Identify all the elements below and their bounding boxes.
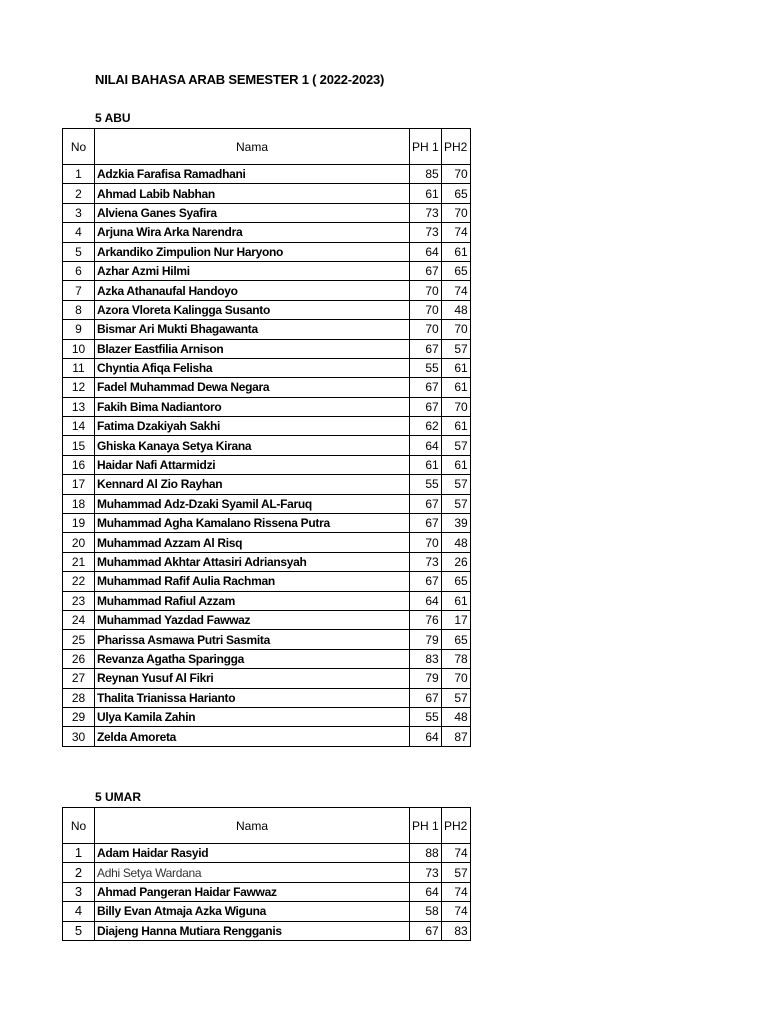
table-row [63,358,471,377]
table-row [63,610,471,629]
ph1-score: 79 [410,669,442,688]
ph1-score: 73 [410,223,442,242]
row-number: 21 [63,552,95,571]
ph1-score: 85 [410,165,442,184]
header-ph2: PH2 [441,129,470,165]
student-name: Muhammad Akhtar Attasiri Adriansyah [95,552,410,571]
row-number: 22 [63,572,95,591]
ph1-score: 61 [410,184,442,203]
table-header-row [63,129,471,165]
table-row [63,630,471,649]
table-row [63,281,471,300]
ph1-score: 73 [410,203,442,222]
ph2-score: 48 [441,300,470,319]
student-name: Azora Vloreta Kalingga Susanto [95,300,410,319]
ph1-score: 67 [410,261,442,280]
header-name: Nama [95,808,410,844]
table-row [63,572,471,591]
ph2-score: 57 [441,436,470,455]
student-name: Pharissa Asmawa Putri Sasmita [95,630,410,649]
student-name: Blazer Eastfilia Arnison [95,339,410,358]
table-row [63,649,471,668]
table-row [63,475,471,494]
table-row [63,591,471,610]
row-number: 7 [63,281,95,300]
ph2-score: 61 [441,591,470,610]
row-number: 25 [63,630,95,649]
table-row [63,514,471,533]
ph2-score: 65 [441,572,470,591]
student-name: Adzkia Farafisa Ramadhani [95,165,410,184]
table-row [63,494,471,513]
table-row [63,882,471,901]
student-name: Muhammad Agha Kamalano Rissena Putra [95,514,410,533]
row-number: 10 [63,339,95,358]
grades-table-5-umar [62,807,471,941]
table-row [63,707,471,726]
row-number: 27 [63,669,95,688]
ph2-score: 65 [441,630,470,649]
table-header-row [63,808,471,844]
ph2-score: 57 [441,475,470,494]
table-row [63,455,471,474]
ph1-score: 73 [410,863,442,882]
ph2-score: 39 [441,514,470,533]
student-name: Muhammad Rafif Aulia Rachman [95,572,410,591]
ph1-score: 73 [410,552,442,571]
row-number: 29 [63,707,95,726]
table-row [63,552,471,571]
row-number: 3 [63,203,95,222]
ph1-score: 70 [410,300,442,319]
table-row [63,165,471,184]
student-name: Ulya Kamila Zahin [95,707,410,726]
row-number: 12 [63,378,95,397]
student-name: Haidar Nafi Attarmidzi [95,455,410,474]
row-number: 3 [63,882,95,901]
ph2-score: 78 [441,649,470,668]
table-row [63,669,471,688]
student-name: Muhammad Azzam Al Risq [95,533,410,552]
ph2-score: 61 [441,417,470,436]
ph1-score: 67 [410,378,442,397]
student-name: Arkandiko Zimpulion Nur Haryono [95,242,410,261]
ph1-score: 70 [410,281,442,300]
ph2-score: 17 [441,610,470,629]
ph2-score: 70 [441,165,470,184]
ph1-score: 67 [410,514,442,533]
row-number: 6 [63,261,95,280]
ph2-score: 61 [441,455,470,474]
table-row [63,844,471,863]
ph1-score: 64 [410,727,442,746]
ph1-score: 61 [410,455,442,474]
ph1-score: 76 [410,610,442,629]
table-row [63,688,471,707]
ph2-score: 70 [441,669,470,688]
ph2-score: 57 [441,339,470,358]
table-row [63,533,471,552]
student-name: Billy Evan Atmaja Azka Wiguna [95,902,410,921]
row-number: 4 [63,902,95,921]
table-row [63,902,471,921]
document-title: NILAI BAHASA ARAB SEMESTER 1 ( 2022-2023) [95,72,385,87]
table-row [63,184,471,203]
ph1-score: 55 [410,707,442,726]
ph2-score: 83 [441,921,470,940]
ph1-score: 67 [410,494,442,513]
row-number: 5 [63,921,95,940]
table-row [63,727,471,746]
ph1-score: 70 [410,320,442,339]
row-number: 23 [63,591,95,610]
ph1-score: 83 [410,649,442,668]
table-body [63,165,471,747]
header-no: No [63,808,95,844]
table-row [63,863,471,882]
table-row [63,320,471,339]
ph2-score: 74 [441,223,470,242]
row-number: 4 [63,223,95,242]
table-row [63,378,471,397]
ph2-score: 57 [441,688,470,707]
student-name: Bismar Ari Mukti Bhagawanta [95,320,410,339]
row-number: 1 [63,165,95,184]
row-number: 8 [63,300,95,319]
student-name: Diajeng Hanna Mutiara Rengganis [95,921,410,940]
table-row [63,417,471,436]
ph1-score: 79 [410,630,442,649]
table-row [63,436,471,455]
ph2-score: 70 [441,320,470,339]
student-name: Zelda Amoreta [95,727,410,746]
student-name: Adhi Setya Wardana [95,863,410,882]
row-number: 2 [63,863,95,882]
ph1-score: 55 [410,475,442,494]
ph1-score: 67 [410,339,442,358]
row-number: 28 [63,688,95,707]
student-name: Muhammad Adz-Dzaki Syamil AL-Faruq [95,494,410,513]
class-label-5-abu: 5 ABU [95,111,131,125]
table-body [63,844,471,941]
row-number: 26 [63,649,95,668]
row-number: 11 [63,358,95,377]
student-name: Reynan Yusuf Al Fikri [95,669,410,688]
ph1-score: 55 [410,358,442,377]
student-name: Ghiska Kanaya Setya Kirana [95,436,410,455]
student-name: Adam Haidar Rasyid [95,844,410,863]
ph1-score: 88 [410,844,442,863]
ph2-score: 74 [441,844,470,863]
class-label-5-umar: 5 UMAR [95,790,142,804]
table-row [63,261,471,280]
table-row [63,921,471,940]
ph1-score: 67 [410,397,442,416]
ph2-score: 74 [441,902,470,921]
student-name: Thalita Trianissa Harianto [95,688,410,707]
ph2-score: 57 [441,494,470,513]
student-name: Arjuna Wira Arka Narendra [95,223,410,242]
ph1-score: 64 [410,591,442,610]
grades-table-5-abu [62,128,471,747]
student-name: Ahmad Pangeran Haidar Fawwaz [95,882,410,901]
ph1-score: 67 [410,688,442,707]
row-number: 14 [63,417,95,436]
student-name: Azka Athanaufal Handoyo [95,281,410,300]
ph1-score: 64 [410,436,442,455]
student-name: Muhammad Rafiul Azzam [95,591,410,610]
row-number: 30 [63,727,95,746]
row-number: 19 [63,514,95,533]
header-ph1: PH 1 [410,808,442,844]
ph2-score: 61 [441,358,470,377]
ph2-score: 65 [441,184,470,203]
row-number: 24 [63,610,95,629]
ph2-score: 65 [441,261,470,280]
ph1-score: 67 [410,572,442,591]
ph2-score: 74 [441,882,470,901]
student-name: Azhar Azmi Hilmi [95,261,410,280]
student-name: Alviena Ganes Syafira [95,203,410,222]
ph2-score: 61 [441,378,470,397]
student-name: Kennard Al Zio Rayhan [95,475,410,494]
ph2-score: 74 [441,281,470,300]
student-name: Muhammad Yazdad Fawwaz [95,610,410,629]
table-row [63,339,471,358]
ph2-score: 48 [441,707,470,726]
header-ph2: PH2 [441,808,470,844]
ph1-score: 64 [410,242,442,261]
row-number: 9 [63,320,95,339]
student-name: Ahmad Labib Nabhan [95,184,410,203]
ph1-score: 62 [410,417,442,436]
ph2-score: 70 [441,203,470,222]
row-number: 16 [63,455,95,474]
student-name: Revanza Agatha Sparingga [95,649,410,668]
ph1-score: 58 [410,902,442,921]
ph1-score: 67 [410,921,442,940]
table-row [63,203,471,222]
row-number: 20 [63,533,95,552]
ph2-score: 61 [441,242,470,261]
table-row [63,242,471,261]
table-row [63,223,471,242]
header-name: Nama [95,129,410,165]
ph1-score: 70 [410,533,442,552]
row-number: 17 [63,475,95,494]
ph2-score: 70 [441,397,470,416]
row-number: 5 [63,242,95,261]
student-name: Fakih Bima Nadiantoro [95,397,410,416]
header-no: No [63,129,95,165]
row-number: 1 [63,844,95,863]
ph2-score: 26 [441,552,470,571]
ph2-score: 48 [441,533,470,552]
table-row [63,300,471,319]
student-name: Fadel Muhammad Dewa Negara [95,378,410,397]
ph2-score: 57 [441,863,470,882]
table-row [63,397,471,416]
ph2-score: 87 [441,727,470,746]
row-number: 18 [63,494,95,513]
student-name: Fatima Dzakiyah Sakhi [95,417,410,436]
header-ph1: PH 1 [410,129,442,165]
ph1-score: 64 [410,882,442,901]
row-number: 15 [63,436,95,455]
row-number: 2 [63,184,95,203]
student-name: Chyntia Afiqa Felisha [95,358,410,377]
row-number: 13 [63,397,95,416]
